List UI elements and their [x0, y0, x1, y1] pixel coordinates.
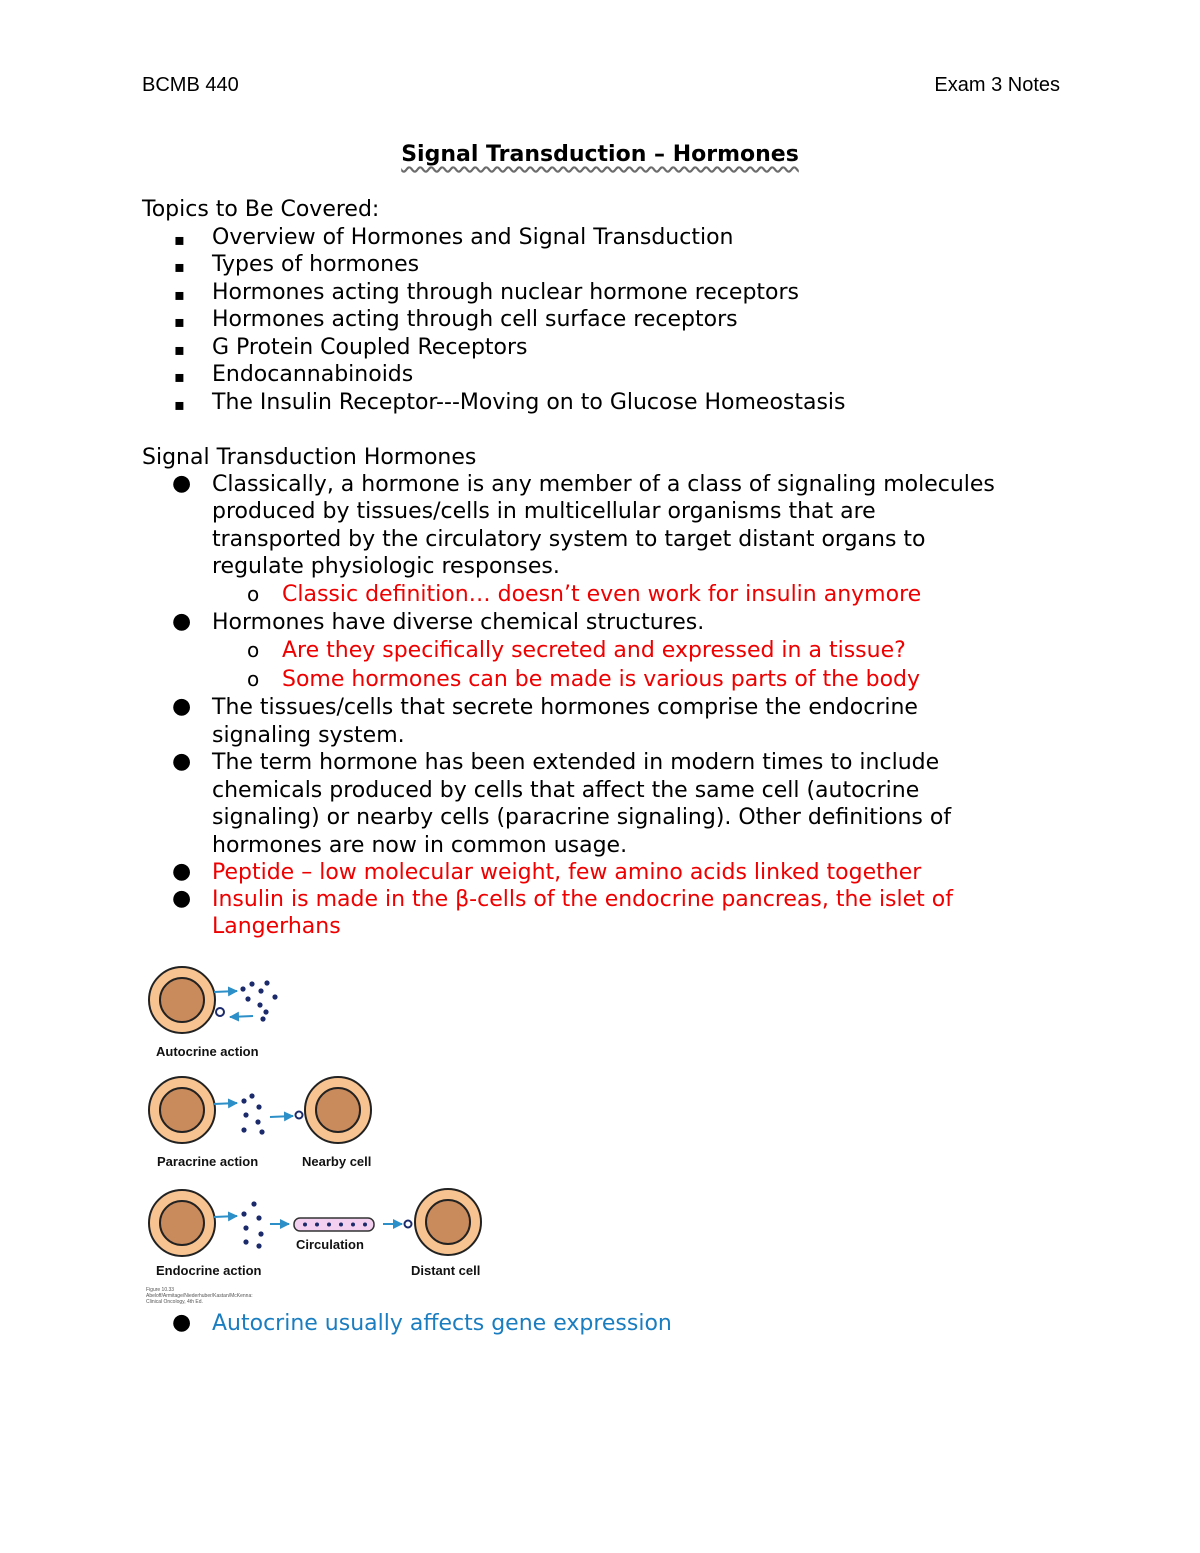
- bullet-dot-icon: ●: [172, 609, 192, 634]
- autocrine-label: Autocrine action: [156, 1044, 259, 1059]
- page-title: Signal Transduction – Hormones: [401, 142, 799, 167]
- sub-bullet-circle-icon: o: [247, 638, 260, 662]
- bullet-text-line: chemicals produced by cells that affect the same cell (autocrine: [212, 778, 920, 803]
- topic-item: Hormones acting through nuclear hormone receptors: [212, 280, 799, 305]
- circulation-label: Circulation: [296, 1237, 364, 1252]
- topic-item: The Insulin Receptor---Moving on to Glucose Homeostasis: [212, 390, 846, 415]
- receptor-icon: [296, 1112, 303, 1119]
- receptor-icon: [405, 1221, 412, 1228]
- sub-bullet-text: Classic definition… doesn’t even work for insulin anymore: [282, 582, 922, 607]
- secretion-arrow-icon: [214, 1103, 237, 1104]
- paracrine-label: Paracrine action: [157, 1154, 259, 1169]
- distant-cell: [415, 1189, 481, 1255]
- nearby-cell-label: Nearby cell: [302, 1154, 372, 1169]
- bullet-text-line: produced by tissues/cells in multicellular organisms that are: [212, 499, 876, 524]
- bullet-text-line: signaling) or nearby cells (paracrine signaling). Other definitions of: [212, 805, 952, 830]
- topics-heading: Topics to Be Covered:: [142, 197, 380, 222]
- paracrine-cell: [149, 1077, 215, 1143]
- secretion-arrow-icon: [214, 991, 237, 992]
- bullet-text-line: Insulin is made in the β-cells of the endocrine pancreas, the islet of: [212, 887, 953, 912]
- bullet-square-icon: ▪: [174, 367, 185, 386]
- topic-item: Types of hormones: [212, 252, 420, 277]
- sub-bullet-text: Are they specifically secreted and expressed in a tissue?: [282, 638, 906, 663]
- bullet-square-icon: ▪: [174, 257, 185, 276]
- blood-vessel-icon: [294, 1218, 374, 1231]
- bullet-dot-icon: ●: [172, 694, 192, 719]
- bullet-text-line: hormones are now in common usage.: [212, 833, 628, 858]
- endocrine-cell: [149, 1190, 215, 1256]
- bullet-dot-icon: ●: [172, 886, 192, 911]
- bullet-dot-icon: ●: [172, 749, 192, 774]
- topic-item: G Protein Coupled Receptors: [212, 335, 528, 360]
- bullet-square-icon: ▪: [174, 340, 185, 359]
- bullet-square-icon: ▪: [174, 285, 185, 304]
- hormone-dots: [241, 1201, 263, 1248]
- nearby-cell: [305, 1077, 371, 1143]
- bullet-dot-icon: ●: [172, 859, 192, 884]
- bullet-square-icon: ▪: [174, 395, 185, 414]
- autocrine-cell: [149, 967, 224, 1033]
- bullet-text-line: signaling system.: [212, 723, 405, 748]
- cell-signaling-figure: [140, 960, 500, 1310]
- bullet-text-line: regulate physiologic responses.: [212, 554, 560, 579]
- bullet-dot-icon: ●: [172, 471, 192, 496]
- topic-item: Endocannabinoids: [212, 362, 414, 387]
- section-heading: Signal Transduction Hormones: [142, 445, 477, 470]
- bullet-text-line: Hormones have diverse chemical structures.: [212, 610, 705, 635]
- bullet-square-icon: ▪: [174, 312, 185, 331]
- secretion-arrow-icon: [214, 1216, 237, 1217]
- bullet-text-line: The tissues/cells that secrete hormones comprise the endocrine: [212, 695, 918, 720]
- bullet-text-line: Autocrine usually affects gene expression: [212, 1311, 672, 1336]
- topic-item: Hormones acting through cell surface receptors: [212, 307, 738, 332]
- sub-bullet-circle-icon: o: [247, 582, 260, 606]
- bullet-square-icon: ▪: [174, 230, 185, 249]
- sub-bullet-text: Some hormones can be made is various parts of the body: [282, 667, 921, 692]
- bullet-text-line: The term hormone has been extended in modern times to include: [212, 750, 940, 775]
- return-arrow-icon: [230, 1016, 253, 1017]
- sub-bullet-circle-icon: o: [247, 667, 260, 691]
- endocrine-label: Endocrine action: [156, 1263, 262, 1278]
- topic-item: Overview of Hormones and Signal Transduction: [212, 225, 734, 250]
- bullet-dot-icon: ●: [172, 1310, 192, 1335]
- signal-arrow-icon: [270, 1116, 293, 1117]
- bullet-text-line: Classically, a hormone is any member of a class of signaling molecules: [212, 472, 995, 497]
- hormone-dots: [241, 1093, 264, 1134]
- bullet-text-line: Langerhans: [212, 914, 341, 939]
- bullet-text-line: Peptide – low molecular weight, few amino acids linked together: [212, 860, 922, 885]
- document-label: Exam 3 Notes: [934, 74, 1060, 96]
- distant-cell-label: Distant cell: [411, 1263, 481, 1278]
- bullet-text-line: transported by the circulatory system to target distant organs to: [212, 527, 926, 552]
- figure-credit: Figure 10.33 Abeloff/Armitage/Niederhuber/Kastan/McKenna: Clinical Oncology, 4th Ed.: [146, 1287, 253, 1305]
- course-code: BCMB 440: [142, 74, 239, 96]
